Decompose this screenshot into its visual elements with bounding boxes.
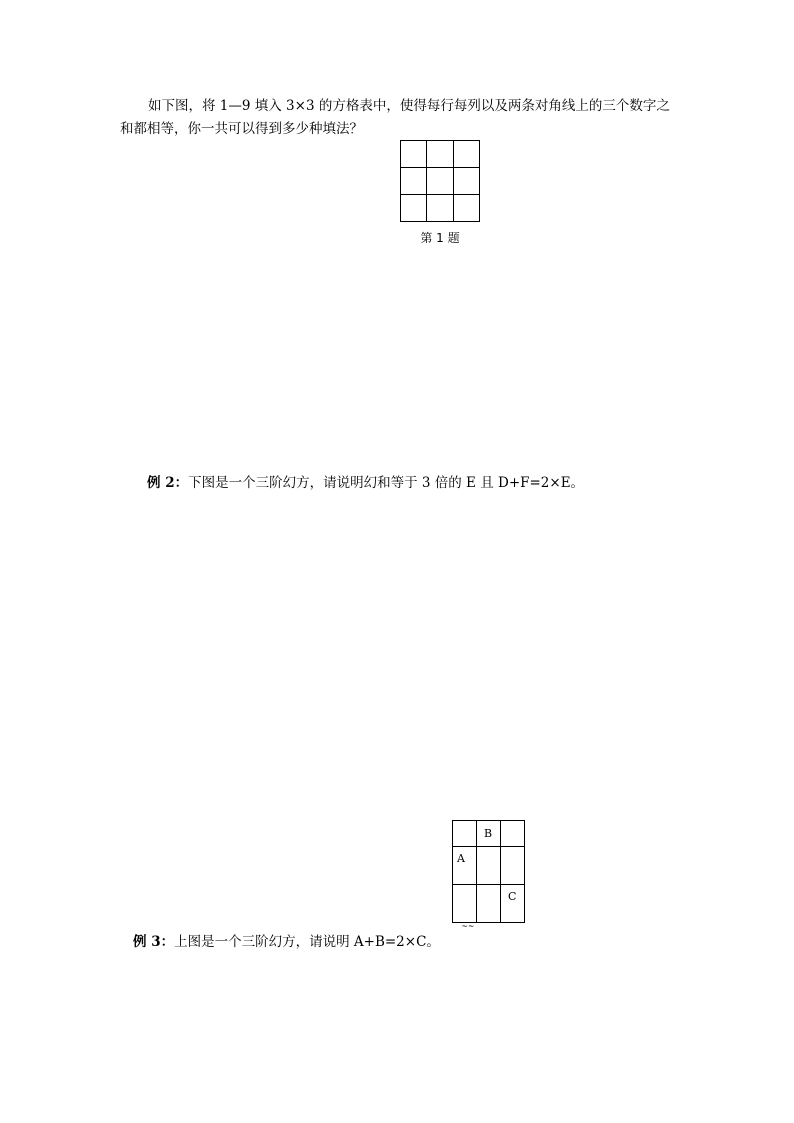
example-3-label: 例 3： xyxy=(133,934,175,950)
magic-square-cell xyxy=(477,885,501,923)
magic-square-cell: C xyxy=(501,885,525,923)
magic-square-cell: B xyxy=(477,821,501,847)
magic-square-cell xyxy=(453,885,477,923)
magic-square-cell xyxy=(453,821,477,847)
grid-cell xyxy=(453,141,479,168)
grid-cell xyxy=(427,168,453,195)
squiggle-marks: ~~ ‾‾ xyxy=(462,922,495,932)
grid-cell xyxy=(401,168,427,195)
example-2-text: 下图是一个三阶幻方，请说明幻和等于 3 倍的 E 且 D+F=2×E。 xyxy=(188,475,585,491)
grid-cell xyxy=(453,168,479,195)
magic-square-cell xyxy=(477,847,501,885)
example-2-label: 例 2： xyxy=(147,475,189,491)
magic-square-cell xyxy=(501,821,525,847)
magic-square-grid xyxy=(452,820,525,923)
example-3 xyxy=(133,931,693,954)
grid-cell xyxy=(401,195,427,222)
figure-caption: 第 1 题 xyxy=(420,231,460,245)
magic-square-cell xyxy=(501,847,525,885)
grid-cell xyxy=(401,141,427,168)
grid-cell xyxy=(453,195,479,222)
problem-1-text: 如下图，将 1—9 填入 3×3 的方格表中，使得每行每列以及两条对角线上的三个数字之和都相等，你一共可以得到多少种填法？ xyxy=(120,98,670,137)
example-2 xyxy=(147,472,707,495)
magic-square-cell: A xyxy=(453,847,477,885)
grid-cell xyxy=(427,141,453,168)
grid-cell xyxy=(427,195,453,222)
example-3-text: 上图是一个三阶幻方，请说明 A+B=2×C。 xyxy=(174,934,440,950)
blank-3x3-grid xyxy=(400,140,480,222)
